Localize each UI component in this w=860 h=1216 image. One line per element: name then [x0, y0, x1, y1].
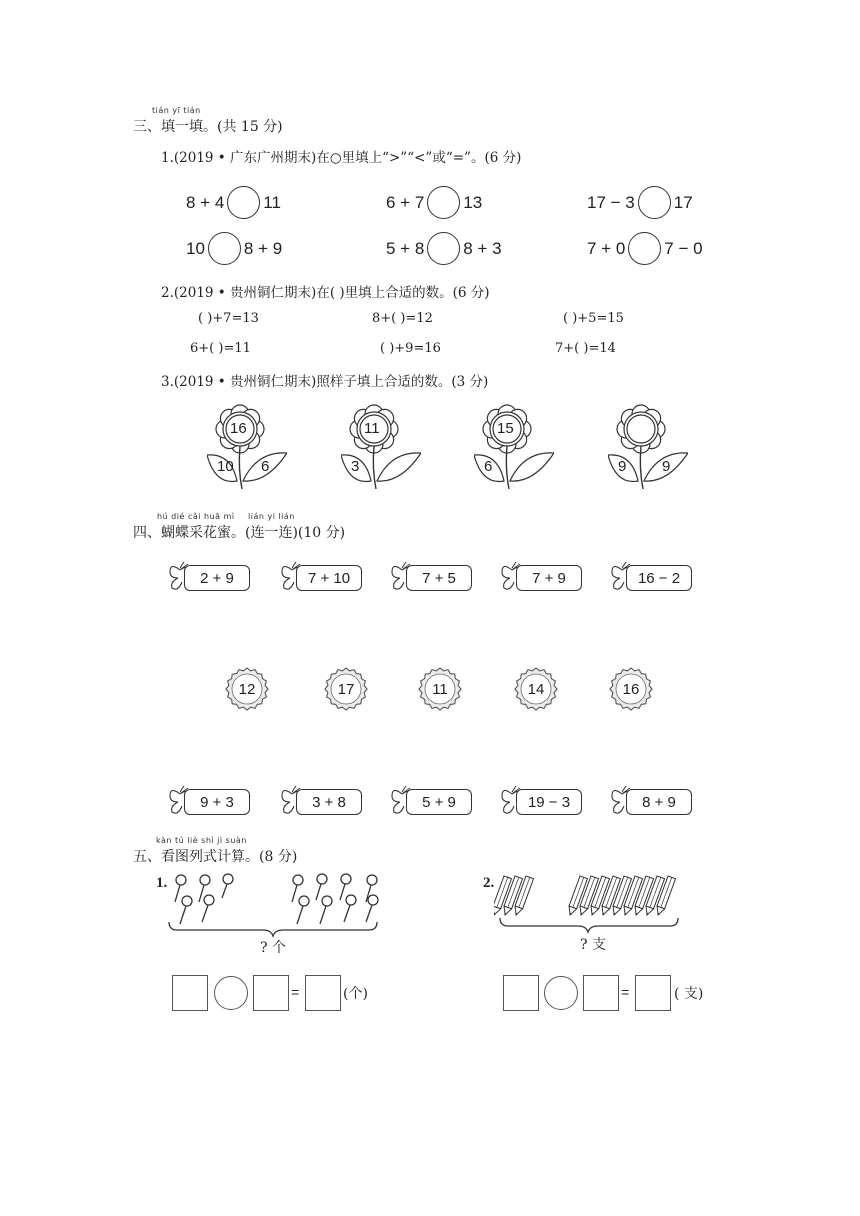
section5-pinyin: kàn tú liè shì jì suàn: [156, 836, 247, 845]
problem-1-number: 1.: [156, 875, 168, 891]
q3-text: 3.(2019 • 贵州铜仁期末)照样子填上合适的数。(3 分): [161, 374, 489, 390]
compare-circle[interactable]: [638, 186, 671, 219]
compare-circle[interactable]: [427, 232, 460, 265]
lollipop-icon: [366, 895, 378, 922]
compare-circle[interactable]: [628, 232, 661, 265]
section4-title: 四、蝴蝶采花蜜。(连一连)(10 分): [133, 525, 346, 541]
butterfly-card[interactable]: [168, 562, 252, 594]
compare-circle[interactable]: [227, 186, 260, 219]
unit-label: (个): [343, 986, 368, 1002]
expression-label: 7 + 5: [406, 565, 472, 591]
compare-item: 6 + 7 13: [386, 186, 482, 219]
answer-box[interactable]: [503, 975, 539, 1011]
operator-circle[interactable]: [544, 976, 578, 1010]
fill-item[interactable]: ( )+9=16: [380, 341, 441, 356]
nectar-flower[interactable]: [322, 665, 370, 713]
compare-circle[interactable]: [208, 232, 241, 265]
nectar-flower[interactable]: [607, 665, 655, 713]
equals-sign: =: [621, 984, 630, 1000]
butterfly-card[interactable]: [390, 786, 474, 818]
q1-text: 1.(2019 • 广东广州期末)在○里填上“>”“<”或“=”。(6 分): [161, 150, 522, 166]
flower-left-number: 10: [217, 458, 234, 475]
flower-left-number: 6: [484, 458, 493, 475]
answer-box[interactable]: [172, 975, 208, 1011]
butterfly-card[interactable]: [500, 562, 584, 594]
number-flower: [608, 403, 688, 491]
flower-icon: [474, 403, 554, 491]
unit-label: ( 支): [674, 986, 704, 1002]
flower-left-number: 3: [351, 458, 360, 475]
flower-number: 11: [432, 680, 448, 698]
flower-number: 14: [527, 680, 545, 698]
lollipop-icon: [320, 896, 332, 924]
expression-label: 3 + 8: [296, 789, 362, 815]
fill-item[interactable]: 6+( )=11: [190, 341, 251, 356]
lollipop-icon: [297, 896, 309, 924]
section4-pinyin-2: lián yi lián: [248, 512, 295, 521]
section3-title: 三、填一填。(共 15 分): [133, 119, 283, 135]
expression-label: 19 − 3: [516, 789, 582, 815]
butterfly-card[interactable]: [168, 786, 252, 818]
flower-number: 17: [337, 680, 355, 698]
fill-item[interactable]: ( )+5=15: [563, 311, 624, 326]
flower-top-number: 11: [364, 420, 380, 437]
lollipop-icon: [202, 895, 214, 922]
answer-box[interactable]: [583, 975, 619, 1011]
butterfly-card[interactable]: [280, 562, 364, 594]
butterfly-card[interactable]: [610, 786, 694, 818]
lollipop-icon: [222, 874, 233, 898]
expression-label: 2 + 9: [184, 565, 250, 591]
expression-label: 7 + 10: [296, 565, 362, 591]
problem-2-caption: ? 支: [580, 937, 606, 953]
flower-right-number: 6: [261, 458, 270, 475]
compare-item: 10 8 + 9: [186, 232, 282, 265]
problem-1-caption: ? 个: [260, 940, 286, 956]
compare-item: 7 + 0 7 − 0: [587, 232, 703, 265]
nectar-flower[interactable]: [223, 665, 271, 713]
compare-item: 5 + 8 8 + 3: [386, 232, 502, 265]
section3-pinyin: tián yī tián: [152, 106, 201, 115]
section4-pinyin-1: hú dié cǎi huā mì: [157, 512, 235, 521]
nectar-flower[interactable]: [512, 665, 560, 713]
operator-circle[interactable]: [214, 976, 248, 1010]
butterfly-card[interactable]: [390, 562, 474, 594]
expression-label: 7 + 9: [516, 565, 582, 591]
lollipop-icon: [180, 896, 192, 924]
flower-icon: [207, 403, 287, 491]
lollipop-icon: [344, 895, 356, 922]
lollipops-illustration: [165, 868, 385, 938]
flower-icon: [341, 403, 421, 491]
expression-label: 16 − 2: [626, 565, 692, 591]
equals-sign: =: [291, 984, 300, 1000]
answer-box[interactable]: [635, 975, 671, 1011]
answer-box[interactable]: [305, 975, 341, 1011]
flower-number: 16: [622, 680, 640, 698]
flower-right-number: 9: [662, 458, 671, 475]
pencils-illustration: [494, 872, 694, 934]
butterfly-card[interactable]: [500, 786, 584, 818]
number-flower: [341, 403, 421, 491]
number-flower: [474, 403, 554, 491]
number-flower: [207, 403, 287, 491]
q2-text: 2.(2019 • 贵州铜仁期末)在( )里填上合适的数。(6 分): [161, 285, 490, 301]
compare-circle[interactable]: [427, 186, 460, 219]
flower-left-number: 9: [618, 458, 627, 475]
section5-title: 五、看图列式计算。(8 分): [133, 849, 298, 865]
fill-item[interactable]: ( )+7=13: [198, 311, 259, 326]
flower-icon: [608, 403, 688, 491]
expression-label: 9 + 3: [184, 789, 250, 815]
fill-item[interactable]: 8+( )=12: [372, 311, 433, 326]
flower-number: 12: [238, 680, 256, 698]
expression-label: 5 + 9: [406, 789, 472, 815]
compare-item: 8 + 4 11: [186, 186, 281, 219]
compare-item: 17 − 3 17: [587, 186, 693, 219]
butterfly-card[interactable]: [280, 786, 364, 818]
expression-label: 8 + 9: [626, 789, 692, 815]
fill-item[interactable]: 7+( )=14: [555, 341, 616, 356]
nectar-flower[interactable]: [416, 665, 464, 713]
flower-top-number: 15: [497, 420, 514, 437]
butterfly-card[interactable]: [610, 562, 694, 594]
flower-top-number: 16: [230, 420, 247, 437]
answer-box[interactable]: [253, 975, 289, 1011]
problem-2-number: 2.: [483, 875, 495, 891]
